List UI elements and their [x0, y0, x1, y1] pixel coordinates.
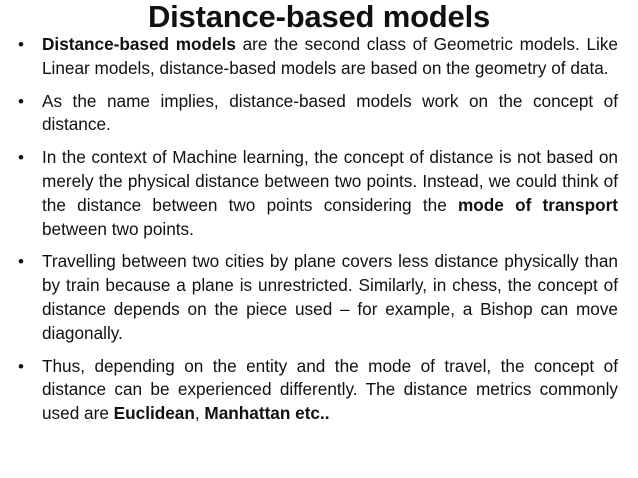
bullet-text: As the name implies, distance-based models work on the concept of distance.	[42, 90, 618, 135]
bullet-text: Thus, depending on the entity and the mode of travel, the concept of distance can be experienced differently. The distance metrics commonly used are	[42, 355, 618, 424]
bullet-dot-icon: •	[18, 356, 24, 376]
bullet-dot-icon: •	[18, 91, 24, 111]
bullet-text: are the second class of Geometric models. Like Linear models, distance-based models are based on the geometry of data.	[42, 34, 618, 78]
bullet-text: In the context of Machine learning, the concept of distance is not based on merely the physical distance between two points. Instead, we could think of the distance between two points considering the	[42, 147, 618, 215]
bullet-item	[18, 355, 618, 426]
bullet-text: Travelling between two cities by plane covers less distance physically than by train because a plane is unrestricted. Similarly, in chess, the concept of distance depends on the piece used – for example, a Bishop can move diagonally.	[42, 251, 618, 343]
bullet-emphasis-text: Distance-based models	[42, 34, 236, 54]
bullet-dot-icon: •	[18, 252, 24, 272]
bullet-item	[18, 146, 618, 241]
bullet-text: ,	[194, 403, 205, 424]
bullet-dot-icon: •	[18, 35, 24, 54]
bullet-text: between two points.	[42, 218, 194, 239]
slide-title: Distance-based models	[147, 0, 491, 34]
bullet-item	[18, 33, 618, 81]
bullet-emphasis-text: Manhattan etc..	[204, 403, 330, 424]
bullet-emphasis-text: mode of transport	[458, 194, 618, 215]
bullet-item	[18, 90, 618, 138]
bullet-dot-icon: •	[18, 148, 24, 168]
bullet-emphasis-text: Euclidean	[113, 403, 195, 424]
bullet-item	[18, 250, 618, 345]
bullet-list	[18, 33, 618, 435]
